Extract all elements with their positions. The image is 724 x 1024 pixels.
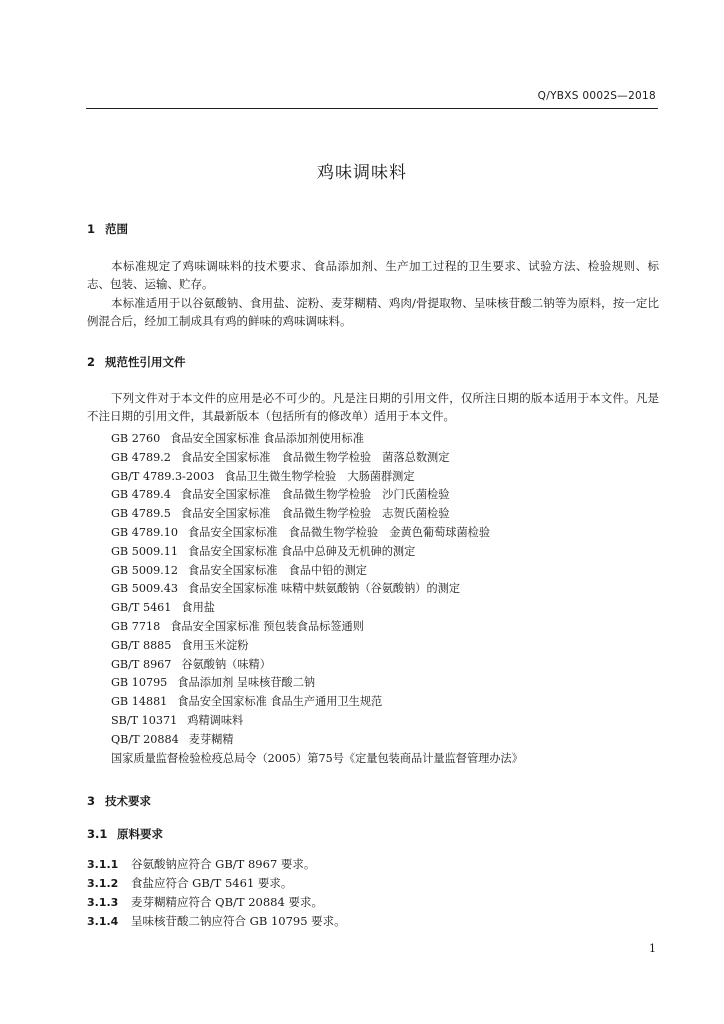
- reference-item: [111, 430, 523, 449]
- reference-name: 食品安全国家标准 食品添加剂使用标准: [170, 432, 364, 445]
- reference-code: GB/T 4789.3-2003: [111, 469, 215, 483]
- reference-item: [111, 468, 523, 487]
- reference-code: GB/T 8967: [111, 657, 172, 671]
- reference-name: 食用玉米淀粉: [181, 638, 249, 652]
- reference-name: 食品安全国家标准 预包装食品标签通则: [170, 619, 364, 633]
- references-intro: 下列文件对于本文件的应用是必不可少的。凡是注日期的引用文件，仅所注日期的版本适用于本文件。凡是不注日期的引用文件，其最新版本（包括所有的修改单）适用于本文件。: [87, 391, 659, 423]
- reference-item: [111, 543, 523, 562]
- requirement-item: [87, 894, 323, 910]
- reference-code: GB 5009.43: [111, 582, 178, 596]
- scope-paragraph-1: 本标准规定了鸡味调味料的技术要求、食品添加剂、生产加工过程的卫生要求、试验方法、检验规则、标志、包装、运输、贮存。: [87, 259, 659, 291]
- clause-number: 3.1.3: [87, 896, 119, 909]
- clause-text: 食盐应符合 GB/T 5461 要求。: [131, 876, 293, 890]
- reference-code: GB 4789.10: [111, 525, 178, 539]
- reference-name: 食品安全国家标准 味精中麸氨酸钠（谷氨酸钠）的测定: [187, 582, 461, 596]
- page-number: 1: [649, 942, 656, 955]
- reference-item: [111, 562, 523, 581]
- section-title: 规范性引用文件: [105, 355, 186, 369]
- reference-name: 谷氨酸钠（味精）: [181, 657, 271, 671]
- requirement-item: [87, 913, 346, 929]
- section-title: 技术要求: [105, 794, 151, 808]
- reference-item: [111, 637, 523, 656]
- reference-name: 鸡精调味料: [187, 713, 244, 727]
- reference-code: GB/T 8885: [111, 638, 172, 652]
- reference-item: [111, 486, 523, 505]
- document-code: Q/YBXS 0002S—2018: [537, 90, 656, 102]
- reference-code: GB 2760: [111, 432, 161, 445]
- reference-name: 麦芽糊精: [188, 732, 234, 746]
- reference-name: 食用盐: [181, 601, 215, 615]
- section-1-heading: [87, 221, 128, 237]
- requirement-item: [87, 875, 292, 891]
- reference-code: GB 14881: [111, 695, 168, 709]
- reference-code: GB 4789.2: [111, 450, 171, 464]
- reference-name: 食品安全国家标准 食品中铅的测定: [187, 563, 367, 577]
- reference-item: [111, 618, 523, 637]
- reference-name: 食品安全国家标准 食品微生物学检验 菌落总数测定: [180, 450, 450, 464]
- reference-code: GB 4789.5: [111, 507, 171, 521]
- reference-code: GB 10795: [111, 676, 168, 690]
- reference-code: QB/T 20884: [111, 732, 179, 746]
- reference-item: [111, 580, 523, 599]
- section-title: 范围: [105, 222, 128, 236]
- reference-item: [111, 674, 523, 693]
- reference-name: 食品卫生微生物学检验 大肠菌群测定: [224, 469, 415, 483]
- clause-text: 麦芽糊精应符合 QB/T 20884 要求。: [131, 895, 323, 909]
- requirement-item: [87, 856, 315, 872]
- reference-item: [111, 505, 523, 524]
- section-number: 2: [87, 355, 96, 369]
- reference-code: GB 5009.11: [111, 544, 178, 558]
- reference-name: 食品安全国家标准 食品生产通用卫生规范: [177, 695, 383, 709]
- reference-code: GB 7718: [111, 619, 161, 633]
- section-2-heading: [87, 354, 186, 370]
- section-3-heading: [87, 793, 151, 809]
- clause-number: 3.1.4: [87, 915, 119, 928]
- reference-name: 国家质量监督检验检疫总局令（2005）第75号《定量包装商品计量监督管理办法》: [111, 751, 523, 765]
- reference-code: GB/T 5461: [111, 601, 172, 615]
- reference-name: 食品安全国家标准 食品中总砷及无机砷的测定: [187, 544, 416, 558]
- section-number: 1: [87, 222, 96, 236]
- reference-code: SB/T 10371: [111, 713, 178, 727]
- clause-number: 3.1.1: [87, 858, 119, 871]
- reference-code: GB 4789.4: [111, 488, 171, 502]
- reference-name: 食品安全国家标准 食品微生物学检验 志贺氏菌检验: [180, 507, 450, 521]
- clause-number: 3.1.2: [87, 877, 119, 890]
- reference-item: [111, 750, 523, 769]
- header-rule: [86, 108, 658, 109]
- subsection-number: 3.1: [87, 827, 108, 841]
- reference-item: [111, 449, 523, 468]
- clause-text: 谷氨酸钠应符合 GB/T 8967 要求。: [131, 857, 316, 871]
- document-title: 鸡味调味料: [317, 163, 407, 183]
- subsection-3-1-heading: [87, 826, 163, 842]
- scope-paragraph-2: 本标准适用于以谷氨酸钠、食用盐、淀粉、麦芽糊精、鸡肉/骨提取物、呈味核苷酸二钠等为原料，按一定比例混合后，经加工制成具有鸡的鲜味的鸡味调味料。: [87, 296, 659, 328]
- reference-item: [111, 656, 523, 675]
- subsection-title: 原料要求: [117, 827, 163, 841]
- reference-list: [111, 430, 523, 768]
- reference-name: 食品安全国家标准 食品微生物学检验 金黄色葡萄球菌检验: [187, 525, 491, 539]
- reference-code: GB 5009.12: [111, 563, 178, 577]
- clause-text: 呈味核苷酸二钠应符合 GB 10795 要求。: [131, 914, 346, 928]
- reference-item: [111, 599, 523, 618]
- reference-item: [111, 524, 523, 543]
- section-number: 3: [87, 794, 96, 808]
- reference-name: 食品安全国家标准 食品微生物学检验 沙门氏菌检验: [180, 488, 450, 502]
- reference-item: [111, 693, 523, 712]
- reference-item: [111, 712, 523, 731]
- reference-name: 食品添加剂 呈味核苷酸二钠: [177, 676, 316, 690]
- reference-item: [111, 731, 523, 750]
